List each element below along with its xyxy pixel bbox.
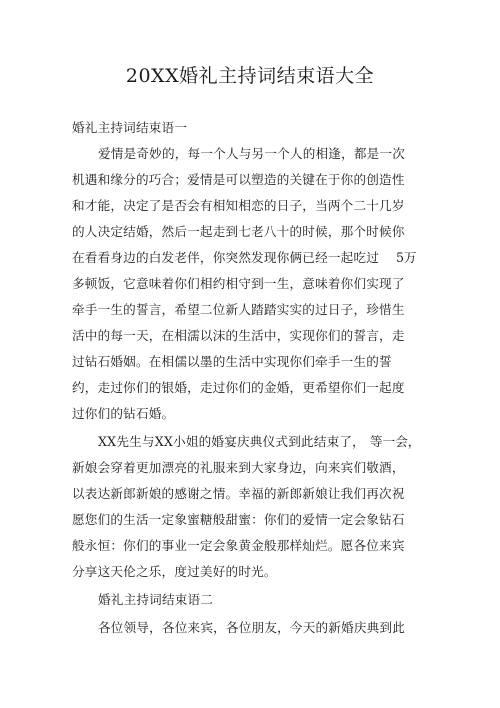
inline-trailer: 等一会， xyxy=(370,434,421,449)
paragraph-line: 新娘会穿着更加漂亮的礼服来到大家身边，向来宾们敬酒， xyxy=(72,460,405,475)
paragraph-line: 在看看身边的白发老伴，你突然发现你俩已经一起吃过 xyxy=(72,250,380,265)
paragraph-line: 的人决定结婚，然后一起走到七老八十的时候，那个时候你 xyxy=(72,224,405,239)
paragraph-line: 和才能，决定了是否会有相知相恋的日子，当两个二十几岁 xyxy=(72,198,405,213)
paragraph-line: 多顿饭，它意味着你们相约相守到一生，意味着你们实现了 xyxy=(72,276,405,291)
section-heading-1: 婚礼主持词结束语一 xyxy=(72,120,188,135)
paragraph-line: 活中的每一天，在相濡以沫的生活中，实现你们的誓言，走 xyxy=(72,328,405,343)
paragraph-line: 般永恒：你们的事业一定会象黄金般那样灿烂。愿各位来宾 xyxy=(72,538,405,553)
paragraph-line: 牵手一生的誓言，希望二位新人踏踏实实的过日子，珍惜生 xyxy=(72,302,405,317)
paragraph-line: 约，走过你们的银婚，走过你们的金婚，更希望你们一起度 xyxy=(72,380,405,395)
inline-number: 5万 xyxy=(396,250,417,265)
paragraph-line: 各位领导，各位来宾，各位朋友，今天的新婚庆典到此 xyxy=(98,620,406,635)
document-title: 20XX婚礼主持词结束语大全 xyxy=(125,65,375,87)
paragraph-line: 分享这天伦之乐，度过美好的时光。 xyxy=(72,564,277,579)
paragraph-line: 过钻石婚姻。在相儒以墨的生活中实现你们牵手一生的誓 xyxy=(72,354,392,369)
section-heading-2: 婚礼主持词结束语二 xyxy=(98,592,214,607)
paragraph-line: 机遇和缘分的巧合；爱情是可以塑造的关键在于你的创造性 xyxy=(72,172,405,187)
paragraph-line: 爱情是奇妙的，每一个人与另一个人的相逢，都是一次 xyxy=(98,146,406,161)
paragraph-line: 过你们的钻石婚。 xyxy=(72,406,175,421)
paragraph-line: XX先生与XX小姐的婚宴庆典仪式到此结束了， xyxy=(98,434,365,449)
paragraph-line: 愿您们的生活一定象蜜糖般甜蜜：你们的爱情一定会象钻石 xyxy=(72,512,405,527)
paragraph-line: 以表达新郎新娘的感谢之情。幸福的新郎新娘让我们再次祝 xyxy=(72,486,405,501)
